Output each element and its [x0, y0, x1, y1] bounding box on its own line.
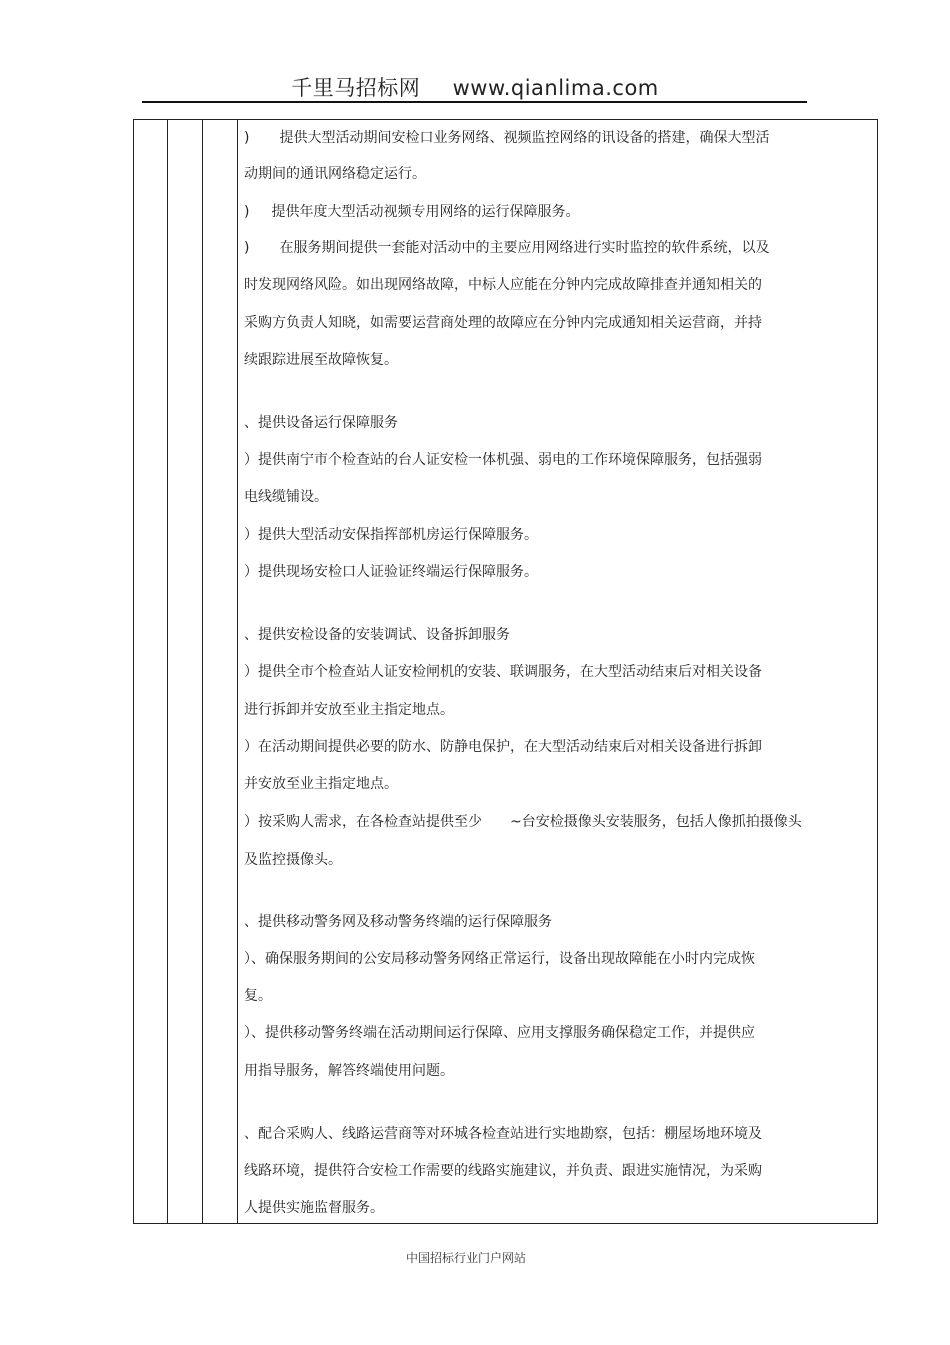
text-line: ）提供全市个检查站人证安检闸机的安装、联调服务，在大型活动结束后对相关设备 — [244, 664, 762, 680]
section-heading: 、提供设备运行保障服务 — [244, 415, 398, 431]
text-line: 电线缆铺设。 — [244, 489, 328, 505]
table-column-divider-1 — [167, 120, 168, 1223]
text-line: 时发现网络风险。如出现网络故障，中标人应能在分钟内完成故障排查并通知相关的 — [244, 277, 762, 293]
section-heading: 、配合采购人、线路运营商等对环城各检查站进行实地勘察，包括：棚屋场地环境及 — [244, 1126, 762, 1142]
text-line: ) 提供大型活动期间安检口业务网络、视频监控网络的讯设备的搭建，确保大型活 — [244, 130, 770, 146]
text-line: 采购方负责人知晓，如需要运营商处理的故障应在分钟内完成通知相关运营商，并持 — [244, 315, 762, 331]
text-line: 人提供实施监督服务。 — [244, 1200, 384, 1216]
table-column-divider-3 — [237, 120, 238, 1223]
page-header — [0, 72, 950, 102]
text-line: 复。 — [244, 988, 272, 1004]
text-line: 并安放至业主指定地点。 — [244, 776, 398, 792]
text-line: ）提供大型活动安保指挥部机房运行保障服务。 — [244, 527, 538, 543]
text-line: 续跟踪进展至故障恢复。 — [244, 352, 398, 368]
text-line: ）在活动期间提供必要的防水、防静电保护，在大型活动结束后对相关设备进行拆卸 — [244, 739, 762, 755]
section-heading: 、提供移动警务网及移动警务终端的运行保障服务 — [244, 914, 552, 930]
site-title: 千里马招标网 — [291, 76, 421, 100]
section-heading: 、提供安检设备的安装调试、设备拆卸服务 — [244, 627, 510, 643]
text-line: ）提供现场安检口人证验证终端运行保障服务。 — [244, 564, 538, 580]
text-line: ）、提供移动警务终端在活动期间运行保障、应用支撑服务确保稳定工作，并提供应 — [244, 1025, 755, 1041]
header-rule — [142, 101, 807, 103]
text-line: ）、确保服务期间的公安局移动警务网络正常运行，设备出现故障能在小时内完成恢 — [244, 951, 755, 967]
text-line: ）提供南宁市个检查站的台人证安检一体机强、弱电的工作环境保障服务，包括强弱 — [244, 452, 762, 468]
text-line: 用指导服务，解答终端使用问题。 — [244, 1063, 454, 1079]
table-column-divider-2 — [202, 120, 203, 1223]
text-line: ) 在服务期间提供一套能对活动中的主要应用网络进行实时监控的软件系统，以及 — [244, 240, 770, 256]
text-line: ）按采购人需求，在各检查站提供至少 ~台安检摄像头安装服务，包括人像抓拍摄像头 — [244, 814, 802, 830]
text-line: 动期间的通讯网络稳定运行。 — [244, 166, 426, 182]
text-line: 进行拆卸并安放至业主指定地点。 — [244, 702, 454, 718]
text-line: 及监控摄像头。 — [244, 852, 342, 868]
text-line: ) 提供年度大型活动视频专用网络的运行保障服务。 — [244, 204, 580, 220]
page-footer: 中国招标行业门户网站 — [405, 1251, 526, 1265]
text-line: 线路环境，提供符合安检工作需要的线路实施建议，并负责、跟进实施情况，为采购 — [244, 1163, 762, 1179]
site-url[interactable]: www.qianlima.com — [452, 76, 659, 100]
